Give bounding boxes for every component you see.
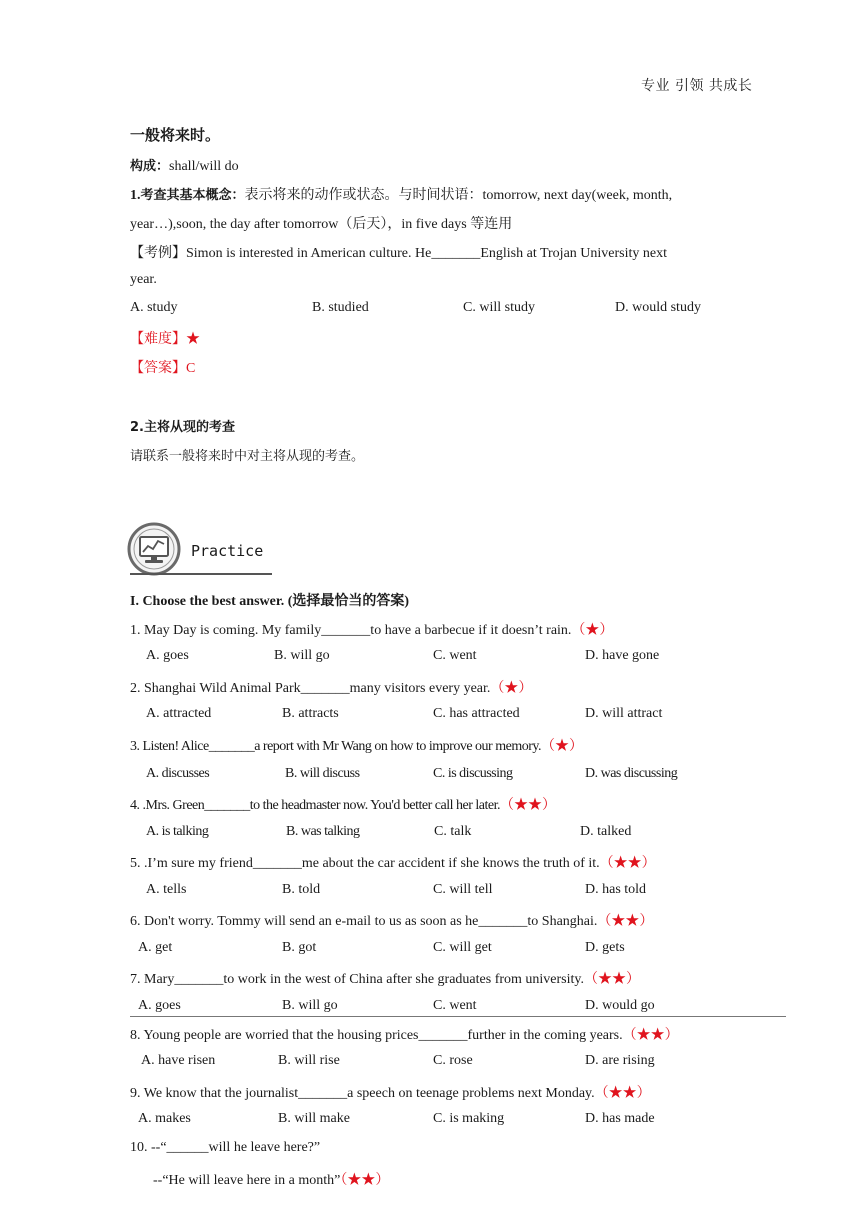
difficulty-stars: ★ — [186, 332, 200, 347]
q6-option-d: D. gets — [585, 940, 625, 955]
practice-label: Practice — [191, 542, 264, 560]
q1-option-b: B. will go — [274, 648, 330, 663]
q7-option-c: C. went — [433, 998, 477, 1013]
question-5-stars: （★★） — [599, 856, 656, 871]
section2-title: 2.主将从现的考查 — [130, 420, 235, 435]
question-9-text: 9. We know that the journalist_______a speech on teenage problems next Monday. — [130, 1086, 595, 1101]
question-2-stars: （★） — [490, 681, 533, 696]
q5-option-b: B. told — [282, 882, 321, 897]
q3-option-d: D. was discussing — [585, 766, 678, 781]
concept-label: 考查其基本概念： — [140, 188, 245, 203]
q2-option-c: C. has attracted — [433, 706, 520, 721]
q1-option-a: A. goes — [146, 648, 189, 663]
q9-option-d: D. has made — [585, 1111, 655, 1126]
question-3-text: 3. Listen! Alice_______a report with Mr Wang on how to improve our memory. — [130, 739, 541, 754]
question-5 — [130, 852, 656, 872]
answer-line — [130, 357, 195, 377]
monitor-chart-icon — [127, 522, 181, 576]
q4-option-a: A. is talking — [146, 824, 209, 839]
example-line-2: year. — [130, 272, 157, 287]
q2-option-d: D. will attract — [585, 706, 663, 721]
example-option-a: A. study — [130, 300, 178, 315]
question-10-stars: （★★） — [340, 1173, 390, 1188]
q4-option-b: B. was talking — [286, 824, 360, 839]
structure-value: shall/will do — [169, 159, 239, 174]
question-8 — [130, 1024, 679, 1044]
q1-option-d: D. have gone — [585, 648, 660, 663]
q9-option-a: A. makes — [138, 1111, 191, 1126]
answer-value: C — [186, 361, 196, 376]
question-10-reply-text: --“He will leave here in a month” — [153, 1173, 341, 1188]
question-3 — [130, 735, 583, 755]
example-line-1 — [130, 242, 667, 262]
header-tag: 专业 引领 共成长 — [641, 78, 753, 94]
question-6-stars: （★★） — [597, 914, 654, 929]
q7-option-d: D. would go — [585, 998, 655, 1013]
example-option-c: C. will study — [463, 300, 535, 315]
difficulty-label: 【难度】 — [130, 332, 186, 347]
concept-text-1: 表示将来的动作或状态。与时间状语：tomorrow, next day(week, month, — [244, 188, 673, 203]
example-label: 【考例】 — [130, 246, 186, 261]
question-4 — [130, 794, 556, 814]
question-6 — [130, 910, 653, 930]
example-option-d: D. would study — [615, 300, 701, 315]
q5-option-d: D. has told — [585, 882, 647, 897]
q4-option-c: C. talk — [434, 824, 472, 839]
question-7-text: 7. Mary_______to work in the west of China after she graduates from university. — [130, 972, 584, 987]
q8-option-c: C. rose — [433, 1053, 473, 1068]
question-8-stars: （★★） — [622, 1028, 679, 1043]
q7-option-b: B. will go — [282, 998, 338, 1013]
question-1-stars: （★） — [571, 623, 614, 638]
q3-option-a: A. discusses — [146, 766, 210, 781]
question-2 — [130, 677, 532, 697]
question-3-stars: （★） — [540, 739, 583, 754]
q9-option-c: C. is making — [433, 1111, 505, 1126]
q8-option-a: A. have risen — [141, 1053, 216, 1068]
q2-option-b: B. attracts — [282, 706, 339, 721]
question-7 — [130, 968, 640, 988]
question-8-text: 8. Young people are worried that the housing prices_______further in the coming years. — [130, 1028, 623, 1043]
question-9-stars: （★★） — [594, 1086, 651, 1101]
concept-num: 1. — [130, 188, 141, 203]
q9-option-b: B. will make — [278, 1111, 350, 1126]
question-2-text: 2. Shanghai Wild Animal Park_______many visitors every year. — [130, 681, 491, 696]
question-4-text: 4. .Mrs. Green_______to the headmaster now. You'd better call her later. — [130, 798, 500, 813]
question-10: 10. --“______will he leave here?” — [130, 1140, 321, 1155]
q5-option-a: A. tells — [146, 882, 187, 897]
question-1-text: 1. May Day is coming. My family_______to have a barbecue if it doesn’t rain. — [130, 623, 572, 638]
q6-option-a: A. get — [138, 940, 173, 955]
structure-line — [130, 155, 239, 175]
question-10-reply — [153, 1169, 389, 1189]
concept-line-1 — [130, 184, 672, 204]
q7-option-a: A. goes — [138, 998, 181, 1013]
q5-option-c: C. will tell — [433, 882, 493, 897]
page-divider — [130, 1016, 786, 1017]
structure-label: 构成： — [130, 159, 170, 174]
q8-option-b: B. will rise — [278, 1053, 340, 1068]
answer-label: 【答案】 — [130, 361, 186, 376]
question-1 — [130, 619, 613, 639]
q2-option-a: A. attracted — [146, 706, 212, 721]
q1-option-c: C. went — [433, 648, 477, 663]
q3-option-c: C. is discussing — [433, 766, 513, 781]
q4-option-d: D. talked — [580, 824, 632, 839]
question-7-stars: （★★） — [584, 972, 640, 987]
question-5-text: 5. .I’m sure my friend_______me about the car accident if she knows the truth of it. — [130, 856, 600, 871]
q6-option-c: C. will get — [433, 940, 492, 955]
example-text-1: Simon is interested in American culture. He_______English at Trojan University next — [186, 246, 667, 261]
example-option-b: B. studied — [312, 300, 369, 315]
q3-option-b: B. will discuss — [285, 766, 360, 781]
question-6-text: 6. Don't worry. Tommy will send an e-mail to us as soon as he_______to Shanghai. — [130, 914, 598, 929]
q8-option-d: D. are rising — [585, 1053, 655, 1068]
practice-underline — [130, 573, 272, 575]
concept-line-2: year…),soon, the day after tomorrow（后天），in five days 等连用 — [130, 217, 513, 232]
difficulty-line — [130, 328, 200, 348]
q6-option-b: B. got — [282, 940, 317, 955]
question-9 — [130, 1082, 651, 1102]
section-title: 一般将来时。 — [130, 126, 221, 144]
practice-heading: I. Choose the best answer. (选择最恰当的答案) — [130, 594, 410, 609]
question-4-stars: （★★） — [499, 798, 556, 813]
section2-text: 请联系一般将来时中对主将从现的考查。 — [130, 449, 365, 464]
